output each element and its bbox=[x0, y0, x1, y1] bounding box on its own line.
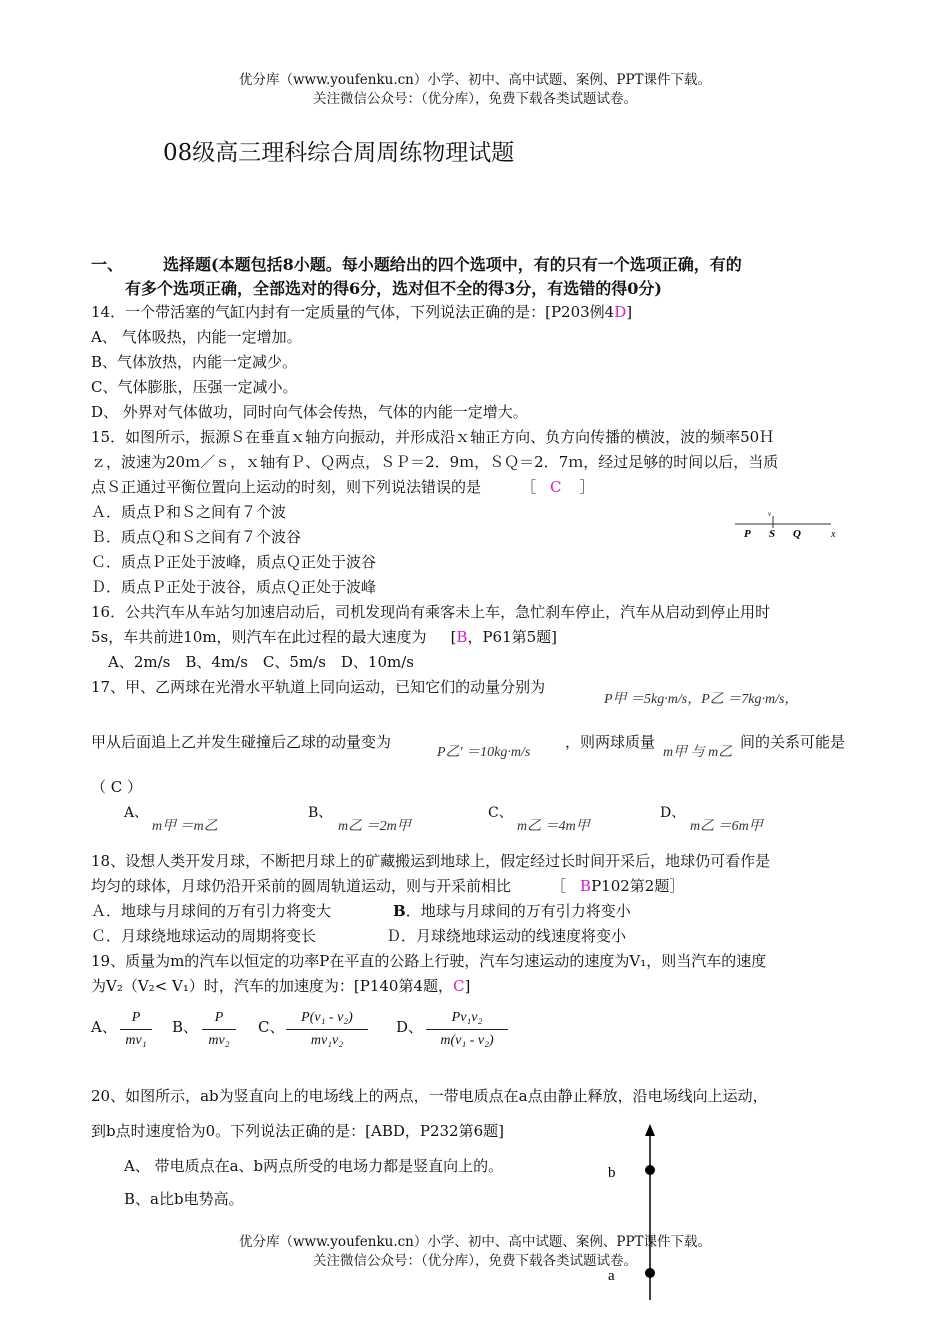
q18-option-a: Ａ．地球与月球间的万有引力将变大 bbox=[91, 902, 332, 920]
q15-line-1: 15．如图所示，振源Ｓ在垂直ｘ轴方向振动，并形成沿ｘ轴正方向、负方向传播的横波，波的频率50Ｈ bbox=[91, 428, 775, 446]
page-title: 08级高三理科综合周周练物理试题 bbox=[163, 140, 515, 166]
q19-line-2: 为V₂（V₂< V₁）时，汽车的加速度为：[P140第4题，C] bbox=[91, 977, 471, 995]
header-line-1: 优分库（www.youfenku.cn）小学、初中、高中试题、案例、PPT课件下载。 bbox=[238, 72, 712, 88]
q17-formula-masses: m甲 与 m乙 bbox=[663, 745, 733, 760]
q20-line-1: 20、如图所示，ab为竖直向上的电场线上的两点，一带电质点在a点由静止释放，沿电场线向上运动， bbox=[91, 1087, 768, 1105]
q17-answer-line: （ C ） bbox=[91, 778, 143, 796]
q14-option-a: A、 气体吸热，内能一定增加。 bbox=[91, 328, 302, 346]
q18-option-c: Ｃ．月球绕地球运动的周期将变长 bbox=[91, 927, 317, 945]
q15-option-c: Ｃ．质点Ｐ正处于波峰，质点Ｑ正处于波谷 bbox=[91, 553, 377, 571]
fig-v-label: v bbox=[768, 510, 772, 518]
section-heading-line-2: 有多个选项正确，全部选对的得6分，选对但不全的得3分，有选错的得0分) bbox=[125, 279, 662, 298]
q15-option-b: Ｂ．质点Ｑ和Ｓ之间有７个波谷 bbox=[91, 528, 302, 546]
q17-line-1: 17、甲、乙两球在光滑水平轨道上同向运动，已知它们的动量分别为 bbox=[91, 678, 546, 696]
fig-x-label: x bbox=[831, 529, 836, 540]
q19-option-c-fraction: P(v₁ - v₂) mv₁v₂ bbox=[286, 1010, 368, 1049]
q15-line-3: 点Ｓ正通过平衡位置向上运动的时刻，则下列说法错误的是 ［ C ］ bbox=[91, 478, 595, 496]
q17-option-d: m乙 ＝6m甲 bbox=[690, 819, 763, 834]
fig-p-label: P bbox=[744, 528, 751, 540]
q17-formula-final-momentum: P乙′ ＝10kg·m/s bbox=[437, 745, 531, 760]
q19-option-d-label: D、 bbox=[396, 1018, 424, 1036]
point-b-marker bbox=[645, 1165, 655, 1175]
q20-option-b: B、a比b电势高。 bbox=[124, 1190, 244, 1208]
q16-line-2: 5s，车共前进10m，则汽车在此过程的最大速度为 [B，P61第5题] bbox=[91, 628, 558, 646]
section-number: 一、 bbox=[91, 255, 124, 274]
q19-option-b-fraction: P mv₂ bbox=[202, 1010, 236, 1049]
q15-option-d: Ｄ．质点Ｐ正处于波谷，质点Ｑ正处于波峰 bbox=[91, 578, 377, 596]
q14-option-b: B、气体放热，内能一定减少。 bbox=[91, 353, 298, 371]
q16-line-1: 16．公共汽车从车站匀加速启动后，司机发现尚有乘客未上车，急忙刹车停止，汽车从启动到停止用时 bbox=[91, 603, 771, 621]
q20-line-2: 到b点时速度恰为0。下列说法正确的是：[ABD，P232第6题] bbox=[91, 1122, 505, 1140]
point-a-marker bbox=[645, 1268, 655, 1278]
q17-line-2-mid: ，则两球质量 bbox=[565, 733, 656, 751]
q19-option-b-label: B、 bbox=[172, 1018, 199, 1036]
q18-line-1: 18、设想人类开发月球，不断把月球上的矿藏搬运到地球上，假定经过长时间开采后，地球仍可看作是 bbox=[91, 852, 771, 870]
footer-line-2: 关注微信公众号：（优分库），免费下载各类试题试卷。 bbox=[313, 1253, 637, 1269]
q14-option-c: C、气体膨胀，压强一定减小。 bbox=[91, 378, 298, 396]
q19-option-a-label: A、 bbox=[91, 1018, 117, 1036]
q15-line-2: ｚ，波速为20ｍ／ｓ，ｘ轴有Ｐ、Ｑ两点，ＳＰ＝2．9ｍ，ＳＱ＝2．7ｍ，经过足够的时间以后，当质 bbox=[91, 453, 779, 471]
q20-field-line-figure bbox=[600, 1120, 670, 1302]
point-b-label: b bbox=[608, 1165, 616, 1181]
arrow-up-icon bbox=[645, 1124, 655, 1136]
q17-option-c: m乙 ＝4m甲 bbox=[517, 819, 590, 834]
q19-option-c-label: C、 bbox=[258, 1018, 285, 1036]
q17-option-b: m乙 ＝2m甲 bbox=[338, 819, 411, 834]
footer-line-1: 优分库（www.youfenku.cn）小学、初中、高中试题、案例、PPT课件下载。 bbox=[238, 1234, 712, 1250]
q17-line-2-post: 间的关系可能是 bbox=[740, 733, 846, 751]
section-heading-line-1: 选择题(本题包括8小题。每小题给出的四个选项中，有的只有一个选项正确，有的 bbox=[163, 255, 742, 274]
q17-formula-momenta: P甲 ＝5kg·m/s，P乙 ＝7kg·m/s， bbox=[604, 692, 799, 707]
q19-line-1: 19、质量为m的汽车以恒定的功率P在平直的公路上行驶，汽车匀速运动的速度为V₁，则当汽车的速度 bbox=[91, 952, 767, 970]
q15-wave-figure bbox=[733, 506, 843, 542]
q19-option-a-fraction: P mv₁ bbox=[120, 1010, 152, 1049]
q20-option-a: A、 带电质点在a、b两点所受的电场力都是竖直向上的。 bbox=[124, 1157, 504, 1175]
q19-answer: C bbox=[453, 977, 465, 995]
q17-option-c-label: C、 bbox=[488, 805, 513, 821]
q17-option-b-label: B、 bbox=[308, 805, 333, 821]
fig-q-label: Q bbox=[793, 528, 801, 540]
q17-option-d-label: D、 bbox=[660, 805, 686, 821]
q16-answer: B bbox=[456, 628, 468, 646]
q18-option-d: Ｄ．月球绕地球运动的线速度将变小 bbox=[386, 927, 627, 945]
q17-line-2: 甲从后面追上乙并发生碰撞后乙球的动量变为 bbox=[91, 733, 392, 751]
q18-answer: B bbox=[580, 877, 592, 895]
point-a-label: a bbox=[608, 1268, 615, 1284]
header-line-2: 关注微信公众号：（优分库），免费下载各类试题试卷。 bbox=[313, 91, 637, 107]
q17-option-a-label: A、 bbox=[124, 805, 149, 821]
q14-option-d: D、 外界对气体做功，同时向气体会传热，气体的内能一定增大。 bbox=[91, 403, 528, 421]
fig-s-label: S bbox=[769, 528, 776, 540]
q15-option-a: Ａ．质点Ｐ和Ｓ之间有７个波 bbox=[91, 503, 287, 521]
q18-line-2: 均匀的球体，月球仍沿开采前的圆周轨道运动，则与开采前相比 ［ BP102第2题］ bbox=[91, 877, 685, 895]
q14-stem: 14．一个带活塞的气缸内封有一定质量的气体，下列说法正确的是：[P203例4D] bbox=[91, 303, 633, 321]
q17-option-a: m甲 ＝m乙 bbox=[152, 819, 218, 834]
q18-option-b: B．地球与月球间的万有引力将变小 bbox=[393, 902, 631, 920]
q14-answer: D bbox=[614, 303, 627, 321]
q16-options: A、2m/s B、4m/s C、5m/s D、10m/s bbox=[108, 653, 414, 671]
q15-answer: C bbox=[550, 478, 562, 496]
q19-option-d-fraction: Pv₁v₂ m(v₁ - v₂) bbox=[426, 1010, 508, 1049]
